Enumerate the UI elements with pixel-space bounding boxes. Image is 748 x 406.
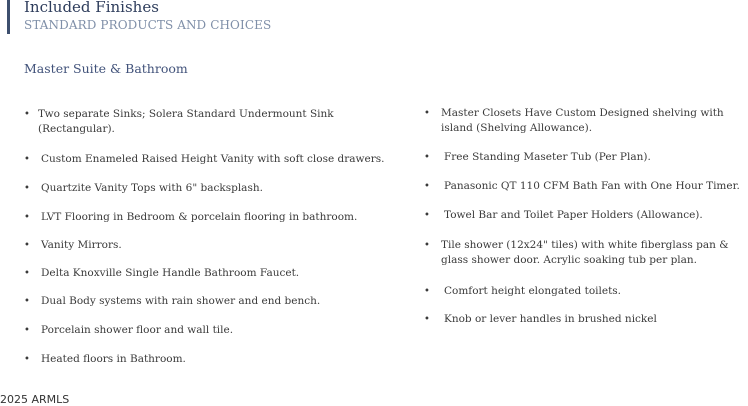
list-item-text: Knob or lever handles in brushed nickel xyxy=(444,313,657,325)
page-subtitle: STANDARD PRODUCTS AND CHOICES xyxy=(24,18,272,32)
bullet-icon: • xyxy=(424,286,430,297)
bullet-icon: • xyxy=(24,354,30,365)
list-item xyxy=(424,312,657,327)
bullet-icon: • xyxy=(24,183,30,194)
list-item xyxy=(424,179,740,194)
list-item-text: Free Standing Maseter Tub (Per Plan). xyxy=(444,151,651,163)
list-item-text: Comfort height elongated toilets. xyxy=(444,285,622,297)
bullet-icon: • xyxy=(24,268,30,279)
list-item xyxy=(24,266,299,281)
list-item-text: Heated floors in Bathroom. xyxy=(41,353,186,365)
list-item-text: LVT Flooring in Bedroom & porcelain flooring in bathroom. xyxy=(41,211,358,223)
list-item xyxy=(24,294,320,309)
bullet-icon: • xyxy=(424,181,430,192)
bullet-icon: • xyxy=(24,154,30,165)
list-item xyxy=(424,106,741,136)
list-item xyxy=(24,323,233,338)
list-item xyxy=(424,150,651,165)
list-item xyxy=(24,107,338,137)
list-item xyxy=(24,210,357,225)
copyright-text: 2025 ARMLS xyxy=(0,393,70,406)
list-item-text: Master Closets Have Custom Designed shelving with island (Shelving Allowance). xyxy=(441,107,724,134)
list-item-text: Panasonic QT 110 CFM Bath Fan with One Hour Timer. xyxy=(444,180,740,192)
list-item xyxy=(24,238,122,253)
list-item xyxy=(24,152,384,167)
bullet-icon: • xyxy=(24,240,30,251)
bullet-icon: • xyxy=(24,296,30,307)
bullet-icon: • xyxy=(424,108,430,119)
bullet-icon: • xyxy=(424,210,430,221)
list-item-text: Quartzite Vanity Tops with 6" backsplash. xyxy=(41,182,263,194)
list-item-text: Tile shower (12x24" tiles) with white fiberglass pan & glass shower door. Acrylic soaking tub per plan. xyxy=(441,239,729,266)
list-item-text: Dual Body systems with rain shower and end bench. xyxy=(41,295,321,307)
list-item-text: Porcelain shower floor and wall tile. xyxy=(41,324,234,336)
list-item xyxy=(424,238,745,268)
bullet-icon: • xyxy=(424,240,430,251)
section-heading: Master Suite & Bathroom xyxy=(24,61,188,76)
list-item xyxy=(24,181,263,196)
header-accent-bar xyxy=(7,0,10,34)
list-item-text: Towel Bar and Toilet Paper Holders (Allowance). xyxy=(444,209,703,221)
list-item xyxy=(424,284,621,299)
bullet-icon: • xyxy=(424,152,430,163)
bullet-icon: • xyxy=(24,109,30,120)
list-item xyxy=(24,352,186,367)
bullet-icon: • xyxy=(24,212,30,223)
page-title: Included Finishes xyxy=(24,0,159,16)
list-item-text: Custom Enameled Raised Height Vanity with soft close drawers. xyxy=(41,153,385,165)
list-item-text: Two separate Sinks; Solera Standard Undermount Sink (Rectangular). xyxy=(38,108,334,135)
list-item xyxy=(424,208,703,223)
list-item-text: Vanity Mirrors. xyxy=(41,239,122,251)
bullet-icon: • xyxy=(424,314,430,325)
list-item-text: Delta Knoxville Single Handle Bathroom Faucet. xyxy=(41,267,300,279)
bullet-icon: • xyxy=(24,325,30,336)
